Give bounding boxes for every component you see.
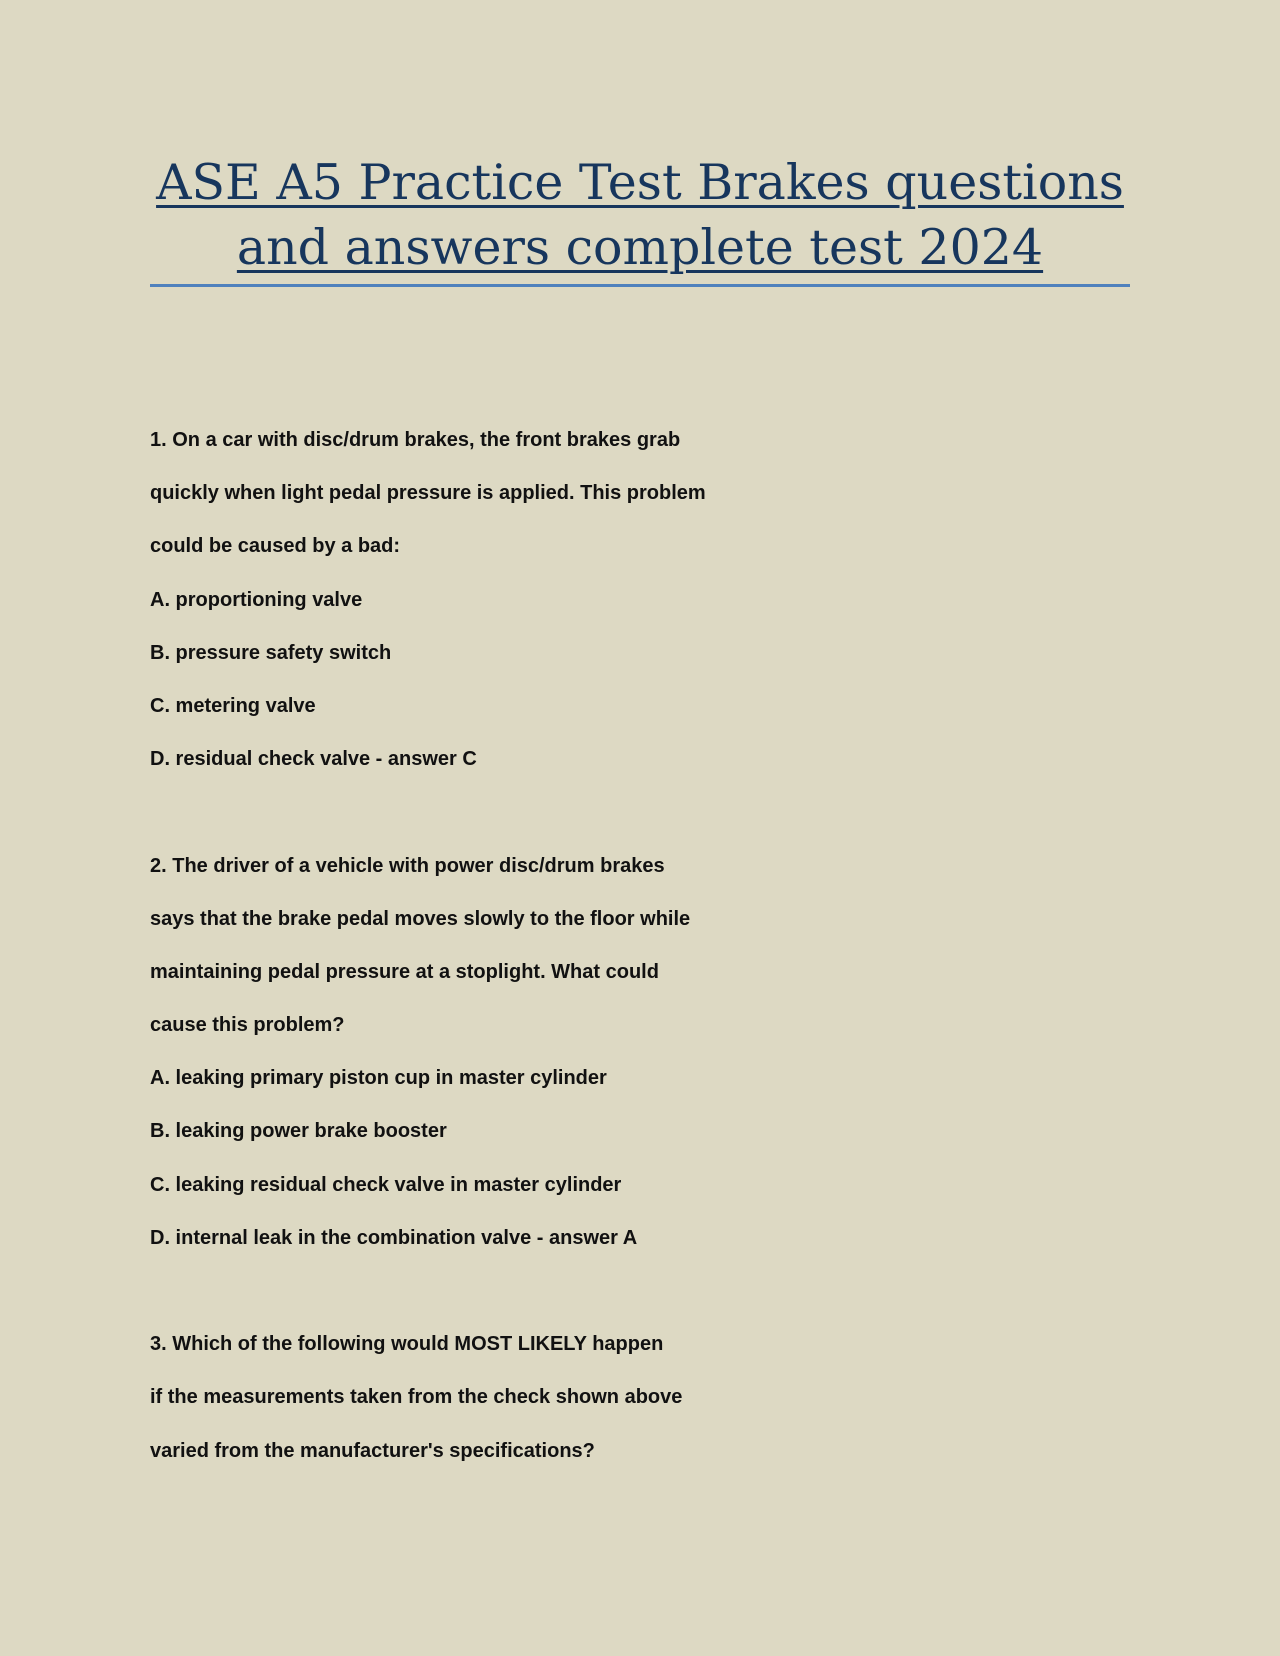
paragraph-spacer	[150, 786, 910, 839]
answer-option: A. proportioning valve	[150, 588, 363, 611]
answer-option: B. pressure safety switch	[150, 641, 392, 664]
question-1	[150, 414, 910, 786]
paragraph-spacer	[150, 1265, 910, 1318]
answer-option: A. leaking primary piston cup in master cylinder	[150, 1067, 607, 1090]
questions-section	[150, 414, 910, 1478]
answer-option: C. metering valve	[150, 694, 316, 717]
page-title	[150, 150, 1130, 280]
question-text: 2. The driver of a vehicle with power disc/drum brakes	[150, 854, 665, 877]
title-divider	[150, 284, 1130, 287]
answer-option: B. leaking power brake booster	[150, 1120, 447, 1143]
answer-option: D. residual check valve - answer C	[150, 748, 477, 771]
question-text: maintaining pedal pressure at a stoplight. What could	[150, 960, 659, 983]
question-3	[150, 1318, 910, 1478]
answer-option: D. internal leak in the combination valve - answer A	[150, 1226, 638, 1249]
question-text: cause this problem?	[150, 1014, 345, 1037]
question-text: 1. On a car with disc/drum brakes, the front brakes grab	[150, 429, 681, 451]
question-text: says that the brake pedal moves slowly to the floor while	[150, 907, 691, 930]
question-text: quickly when light pedal pressure is applied. This problem	[150, 482, 706, 505]
question-text: varied from the manufacturer's specifications?	[150, 1439, 595, 1462]
question-text: if the measurements taken from the check shown above	[150, 1386, 683, 1409]
question-text: could be caused by a bad:	[150, 535, 401, 558]
question-2	[150, 840, 910, 1266]
answer-option: C. leaking residual check valve in master cylinder	[150, 1173, 622, 1196]
title-line: ASE A5 Practice Test Brakes questions	[156, 154, 1124, 211]
question-text: 3. Which of the following would MOST LIKELY happen	[150, 1333, 664, 1356]
title-line: and answers complete test 2024	[236, 219, 1044, 276]
